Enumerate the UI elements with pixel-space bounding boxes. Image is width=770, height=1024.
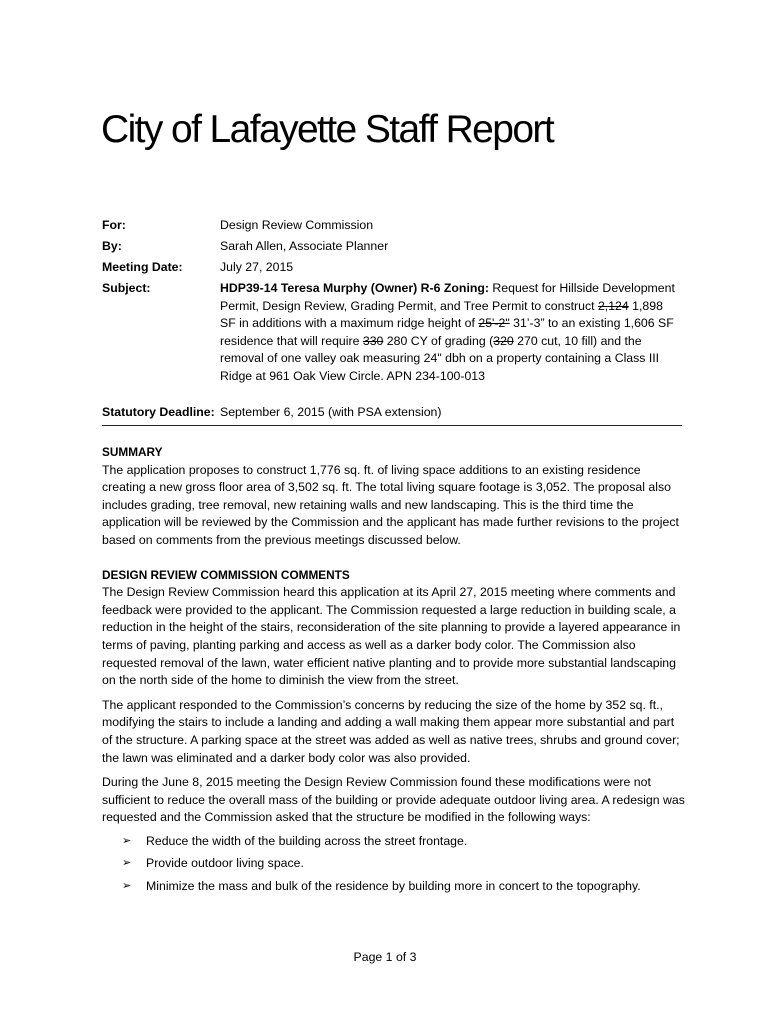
subject-text-3: 31’-3” to an existing 1,606 SF residence that will require <box>220 316 674 348</box>
report-body <box>102 444 686 901</box>
report-title: City of Lafayette Staff Report <box>101 108 554 151</box>
subject-text-5: 270 cut, 10 fill) and the removal of one valley oak measuring 24" dbh on a property containing a Class III Ridge at 961 Oak View Circle. APN 234-100-013 <box>220 333 660 383</box>
subject-struck-4: 320 <box>493 333 514 348</box>
subject-text-4: 280 CY of grading ( <box>383 333 494 348</box>
divider <box>102 425 682 426</box>
subject-value <box>220 280 682 386</box>
meta-row-deadline <box>102 403 682 421</box>
list-item <box>122 878 686 896</box>
meeting-date-label: Meeting Date: <box>102 260 183 274</box>
list-item-text: Minimize the mass and bulk of the residence by building more in concert to the topography. <box>146 879 641 894</box>
by-label: By: <box>102 239 122 253</box>
meta-block <box>102 215 682 386</box>
list-item-text: Provide outdoor living space. <box>146 856 304 871</box>
subject-label: Subject: <box>102 281 151 295</box>
subject-text-1: Request for Hillside Development Permit, Design Review, Grading Permit, and Tree Permit to construct <box>220 281 675 313</box>
summary-heading: SUMMARY <box>102 445 163 459</box>
meeting-date-value: July 27, 2015 <box>220 260 294 274</box>
meta-row-for <box>102 215 682 236</box>
meta-row-by <box>102 236 682 257</box>
subject-struck-2: 25'-2" <box>478 316 510 331</box>
drc-paragraph-2: The applicant responded to the Commission’s concerns by reducing the size of the home by 352 sq. ft., modifying the stairs to include a landing and adding a wall making them appear more substantial and part of the structure. A parking space at the street was added as well as native trees, shrubs and ground cover; the lawn was eliminated and a darker body color was also provided. <box>102 697 680 765</box>
arrow-bullet-icon: ➢ <box>122 857 132 870</box>
list-item <box>122 833 686 851</box>
meta-row-subject <box>102 278 682 386</box>
drc-heading: DESIGN REVIEW COMMISSION COMMENTS <box>102 567 350 582</box>
for-value: Design Review Commission <box>220 218 374 232</box>
list-item-text: Reduce the width of the building across the street frontage. <box>146 833 468 848</box>
drc-paragraph-3: During the June 8, 2015 meeting the Design Review Commission found these modifications were not sufficient to reduce the overall mass of the building or provide adequate outdoor living area. A redesign was requested and the Commission asked that the structure be modified in the following ways: <box>102 775 685 825</box>
redesign-list <box>122 833 686 896</box>
for-label: For: <box>102 218 126 232</box>
drc-paragraph-1: The Design Review Commission heard this application at its April 27, 2015 meeting where comments and feedback were provided to the applicant. The Commission requested a large reduction in building scale, a reduction in the height of the stairs, reconsideration of the site planning to provide a layered appearance in terms of paving, planting parking and access as well as a darker body color. The Commission also requested removal of the lawn, water efficient native planting and to provide more substantial landscaping on the north side of the home to diminish the view from the street. <box>102 585 681 688</box>
arrow-bullet-icon: ➢ <box>122 834 132 847</box>
deadline-value: September 6, 2015 (with PSA extension) <box>220 405 442 419</box>
page-number: Page 1 of 3 <box>353 950 417 964</box>
by-value: Sarah Allen, Associate Planner <box>220 239 389 253</box>
deadline-label: Statutory Deadline: <box>102 405 215 419</box>
summary-paragraph: The application proposes to construct 1,776 sq. ft. of living space additions to an existing residence creating a new gross floor area of 3,502 sq. ft. The total living square footage is 3,052. The proposal also includes grading, tree removal, new retaining walls and new landscaping. This is the third time the application will be reviewed by the Commission and the applicant has made further revisions to the project based on comments from the previous meetings discussed below. <box>102 462 679 547</box>
arrow-bullet-icon: ➢ <box>122 880 132 893</box>
subject-case-id: HDP39-14 Teresa Murphy (Owner) R-6 Zoning: <box>220 281 489 295</box>
subject-struck-1: 2,124 <box>597 298 629 313</box>
meta-row-date <box>102 257 682 278</box>
subject-text-2: 1,898 SF in additions with a maximum ridge height of <box>220 298 663 331</box>
subject-struck-3: 330 <box>362 333 384 348</box>
list-item <box>122 855 686 873</box>
